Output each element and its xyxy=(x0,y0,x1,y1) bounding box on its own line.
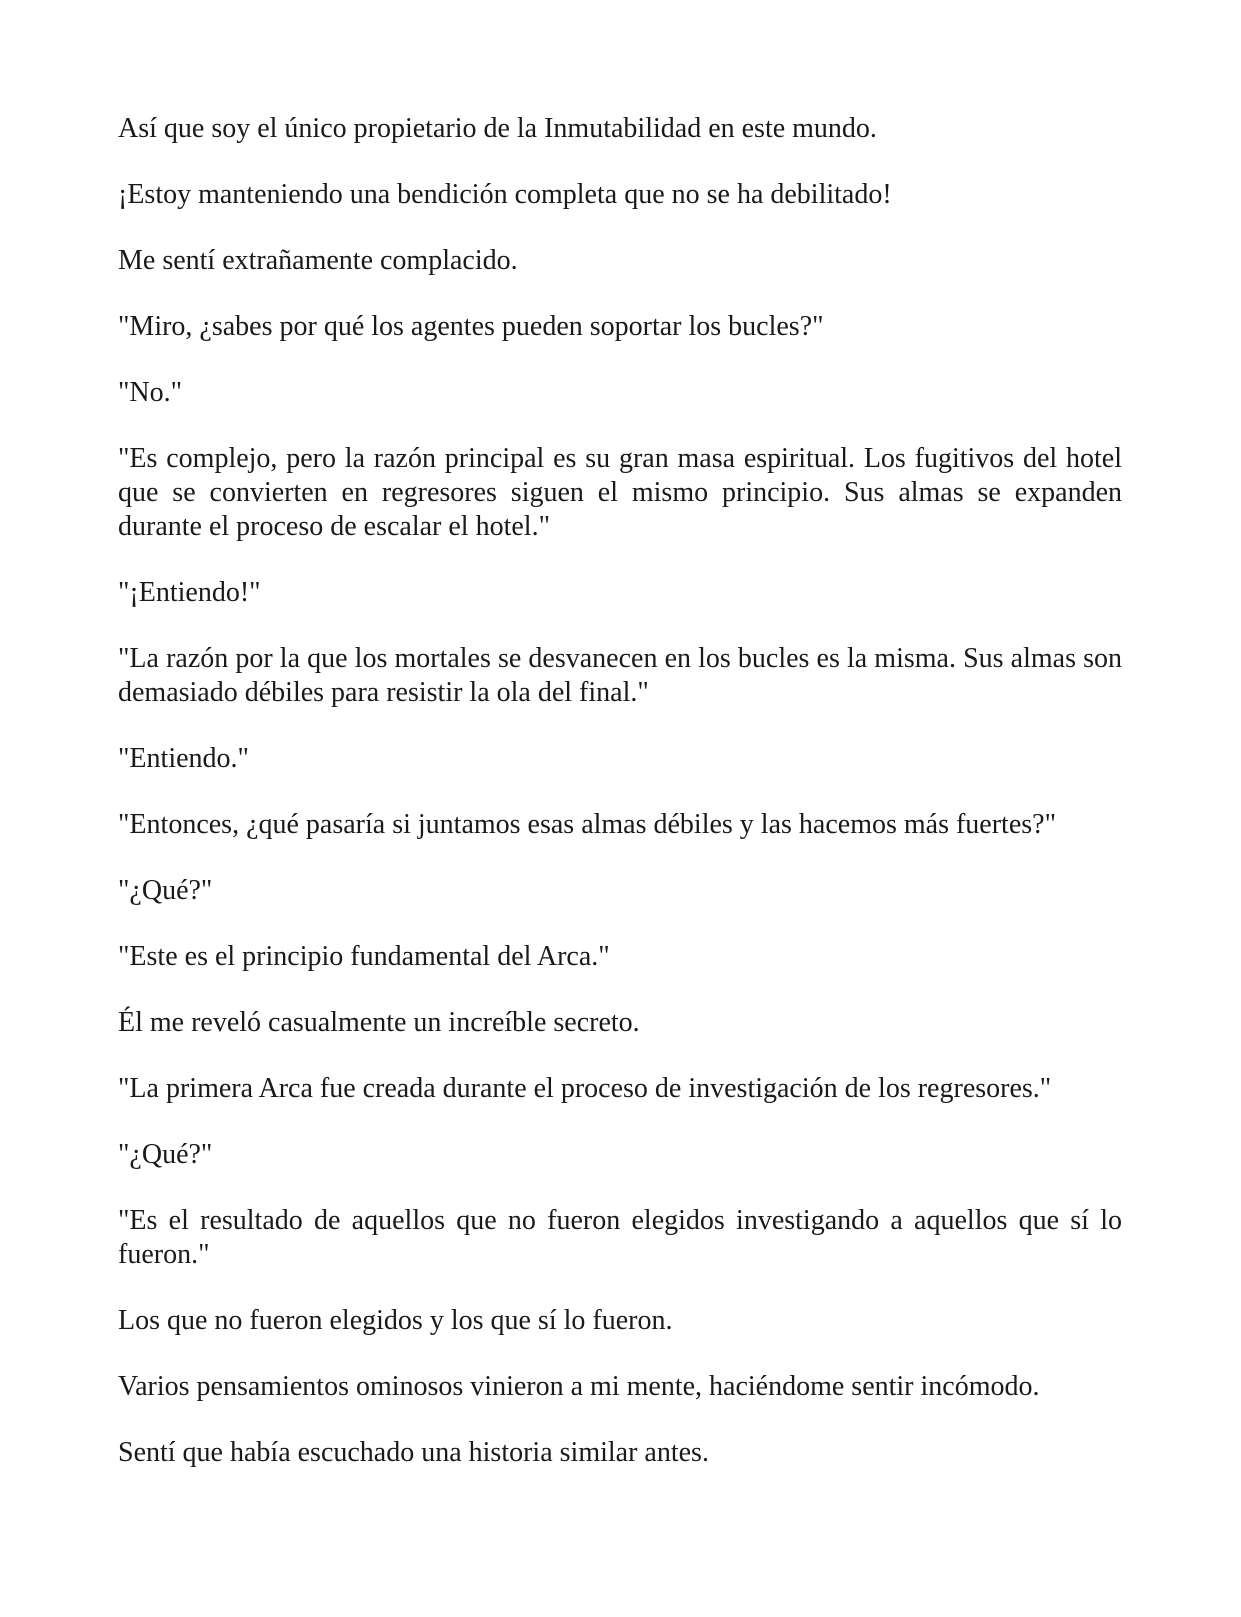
paragraph: Él me reveló casualmente un increíble secreto. xyxy=(118,1007,640,1038)
paragraph: Así que soy el único propietario de la Inmutabilidad en este mundo. xyxy=(118,113,877,144)
document-body xyxy=(118,112,1122,1502)
paragraph: "Es el resultado de aquellos que no fueron elegidos investigando a aquellos que sí lo fueron." xyxy=(118,1205,1122,1270)
paragraph: ¡Estoy manteniendo una bendición completa que no se ha debilitado! xyxy=(118,179,892,210)
paragraph: "¿Qué?" xyxy=(118,1139,213,1170)
paragraph: Me sentí extrañamente complacido. xyxy=(118,245,518,276)
paragraph: "¿Qué?" xyxy=(118,875,213,906)
paragraph: "La razón por la que los mortales se desvanecen en los bucles es la misma. Sus almas son demasiado débiles para resistir la ola del final." xyxy=(118,643,1122,708)
paragraph: "Miro, ¿sabes por qué los agentes pueden soportar los bucles?" xyxy=(118,311,824,342)
paragraph: Sentí que había escuchado una historia similar antes. xyxy=(118,1437,709,1468)
paragraph: "Entiendo." xyxy=(118,743,249,774)
paragraph: "La primera Arca fue creada durante el proceso de investigación de los regresores." xyxy=(118,1073,1052,1104)
paragraph: "¡Entiendo!" xyxy=(118,577,261,608)
paragraph: "Entonces, ¿qué pasaría si juntamos esas almas débiles y las hacemos más fuertes?" xyxy=(118,809,1057,840)
paragraph: "Este es el principio fundamental del Arca." xyxy=(118,941,610,972)
paragraph: Varios pensamientos ominosos vinieron a mi mente, haciéndome sentir incómodo. xyxy=(118,1371,1040,1402)
paragraph: "No." xyxy=(118,377,183,408)
paragraph: "Es complejo, pero la razón principal es su gran masa espiritual. Los fugitivos del hotel que se convierten en regresores siguen el mismo principio. Sus almas se expanden durante el proceso de escalar el hotel." xyxy=(118,443,1122,542)
paragraph: Los que no fueron elegidos y los que sí lo fueron. xyxy=(118,1305,673,1336)
